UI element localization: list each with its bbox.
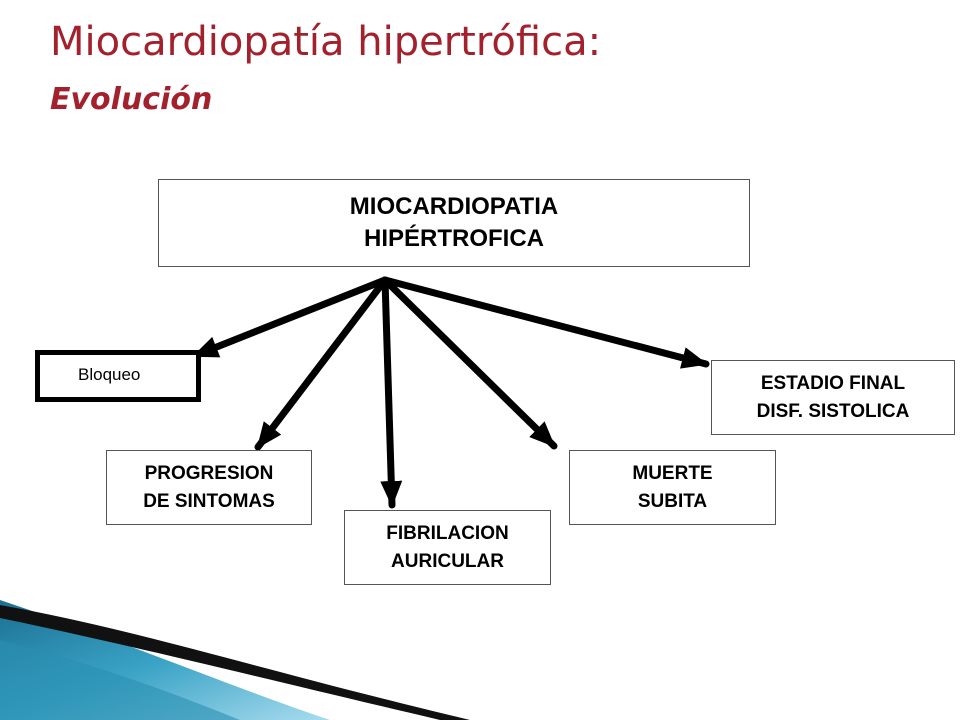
node-fibrilacion (344, 510, 551, 585)
node-estadio-line1: ESTADIO FINAL (760, 372, 906, 394)
node-muerte-line2: SUBITA (637, 490, 708, 512)
node-estadio (711, 360, 955, 435)
node-bloqueo (35, 350, 201, 402)
node-muerte (569, 450, 776, 525)
node-fibrilacion-line1: FIBRILACION (386, 522, 509, 544)
node-fibrilacion-line2: AURICULAR (391, 550, 504, 572)
root-line1: MIOCARDIOPATIA (349, 193, 559, 220)
node-estadio-line2: DISF. SISTOLICA (756, 400, 910, 422)
node-bloqueo-label: Bloqueo (78, 365, 141, 384)
node-muerte-line1: MUERTE (632, 462, 713, 484)
node-progresion-line1: PROGRESION (144, 462, 274, 484)
slide-title: Miocardiopatía hipertrófica: (50, 19, 602, 65)
root-node-miocardiopatia (158, 179, 750, 267)
arrow-to-fibrilacion (385, 280, 392, 505)
node-progresion (106, 450, 312, 525)
node-progresion-line2: DE SINTOMAS (143, 490, 275, 512)
slide-subtitle: Evolución (50, 82, 213, 117)
arrow-to-estadio (385, 280, 706, 364)
root-line2: HIPÉRTROFICA (364, 225, 544, 252)
